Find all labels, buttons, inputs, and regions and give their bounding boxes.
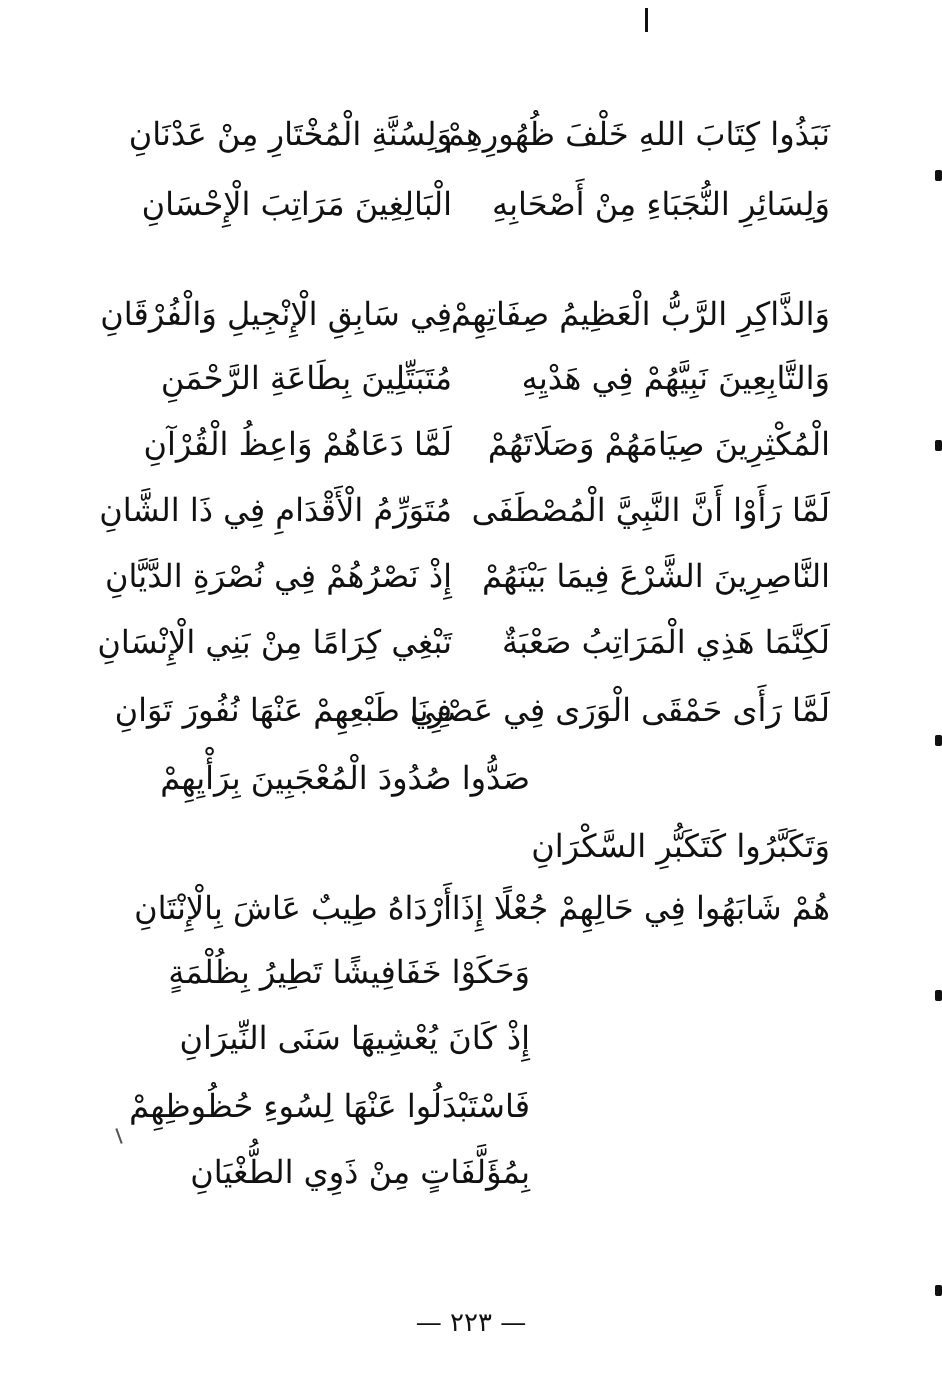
- edge-speck: [935, 440, 942, 451]
- verse-second-hemistich: مُتَوَرِّمُ الْأَقْدَامِ فِي ذَا الشَّانِ: [99, 491, 452, 529]
- verse-first-hemistich: لَمَّا رَأَى حَمْقَى الْوَرَى فِي عَصْرِنَا: [409, 691, 830, 729]
- verse-second-hemistich: إِذْ نَصْرُهُمْ فِي نُصْرَةِ الدَّيَّانِ: [105, 557, 452, 595]
- page-number: — ٢٢٣ —: [415, 1308, 527, 1338]
- page-top-mark: [645, 8, 648, 32]
- edge-speck: [935, 1285, 942, 1296]
- poem-line: فَاسْتَبْدَلُوا عَنْهَا لِسُوءِ حُظُوظِهِمْ: [129, 1087, 530, 1125]
- verse-second-hemistich: الْبَالِغِينَ مَرَاتِبَ الْإِحْسَانِ: [141, 185, 452, 223]
- verse-second-hemistich: وَلِسُنَّةِ الْمُخْتَارِ مِنْ عَدْنَانِ: [128, 115, 452, 153]
- poem-line: بِمُؤَلَّفَاتٍ مِنْ ذَوِي الطُّغْيَانِ: [190, 1153, 530, 1191]
- edge-speck: [935, 170, 942, 181]
- stray-ink-mark: [115, 1128, 122, 1144]
- poem-line: وَحَكَوْا خَفَافِيشًا تَطِيرُ بِظُلْمَةٍ: [168, 953, 530, 991]
- poem-line: صَدُّوا صُدُودَ الْمُعْجَبِينَ بِرَأْيِهِمْ: [160, 759, 530, 797]
- verse-first-hemistich: نَبَذُوا كِتَابَ اللهِ خَلْفَ ظُهُورِهِمْ: [444, 115, 830, 153]
- verse-second-hemistich: فِي طَبْعِهِمْ عَنْهَا نُفُورَ تَوَانِ: [114, 691, 452, 729]
- verse-first-hemistich: لَكِنَّمَا هَذِي الْمَرَاتِبُ صَعْبَةٌ: [502, 623, 830, 661]
- verse-first-hemistich: النَّاصِرِينَ الشَّرْعَ فِيمَا بَيْنَهُمْ: [481, 557, 830, 595]
- edge-speck: [935, 735, 942, 746]
- poem-line: وَتَكَبَّرُوا كَتَكَبُّرِ السَّكْرَانِ: [531, 827, 830, 865]
- verse-first-hemistich: وَالتَّابِعِينَ نَبِيَّهُمْ فِي هَدْيِهِ: [521, 359, 830, 397]
- verse-first-hemistich: وَالذَّاكِرِ الرَّبُّ الْعَظِيمُ صِفَاتِهِمْ: [451, 295, 830, 333]
- verse-first-hemistich: الْمُكْثِرِينَ صِيَامَهُمْ وَصَلَاتَهُمْ: [487, 425, 830, 463]
- verse-second-hemistich: تَبْغِي كِرَامًا مِنْ بَنِي الْإِنْسَانِ: [97, 623, 452, 661]
- verse-second-hemistich: لَمَّا دَعَاهُمْ وَاعِظُ الْقُرْآنِ: [143, 425, 452, 463]
- verse-first-hemistich: وَلِسَائِرِ النُّجَبَاءِ مِنْ أَصْحَابِهِ: [491, 185, 830, 223]
- verse-second-hemistich: مُتَبَتِّلِينَ بِطَاعَةِ الرَّحْمَنِ: [160, 359, 452, 397]
- poem-line: إِذْ كَانَ يُعْشِيهَا سَنَى النِّيرَانِ: [179, 1019, 530, 1057]
- edge-speck: [935, 990, 942, 1001]
- verse-second-hemistich: أَرْدَاهُ طِيبٌ عَاشَ بِالْإِنْتَانِ: [134, 889, 452, 927]
- verse-first-hemistich: لَمَّا رَأَوْا أَنَّ النَّبِيَّ الْمُصْطَفَى: [471, 491, 830, 529]
- verse-second-hemistich: فِي سَابِقِ الْإِنْجِيلِ وَالْفُرْقَانِ: [100, 295, 452, 333]
- verse-first-hemistich: هُمْ شَابَهُوا فِي حَالِهِمْ جُعْلًا إِذَا: [451, 889, 830, 927]
